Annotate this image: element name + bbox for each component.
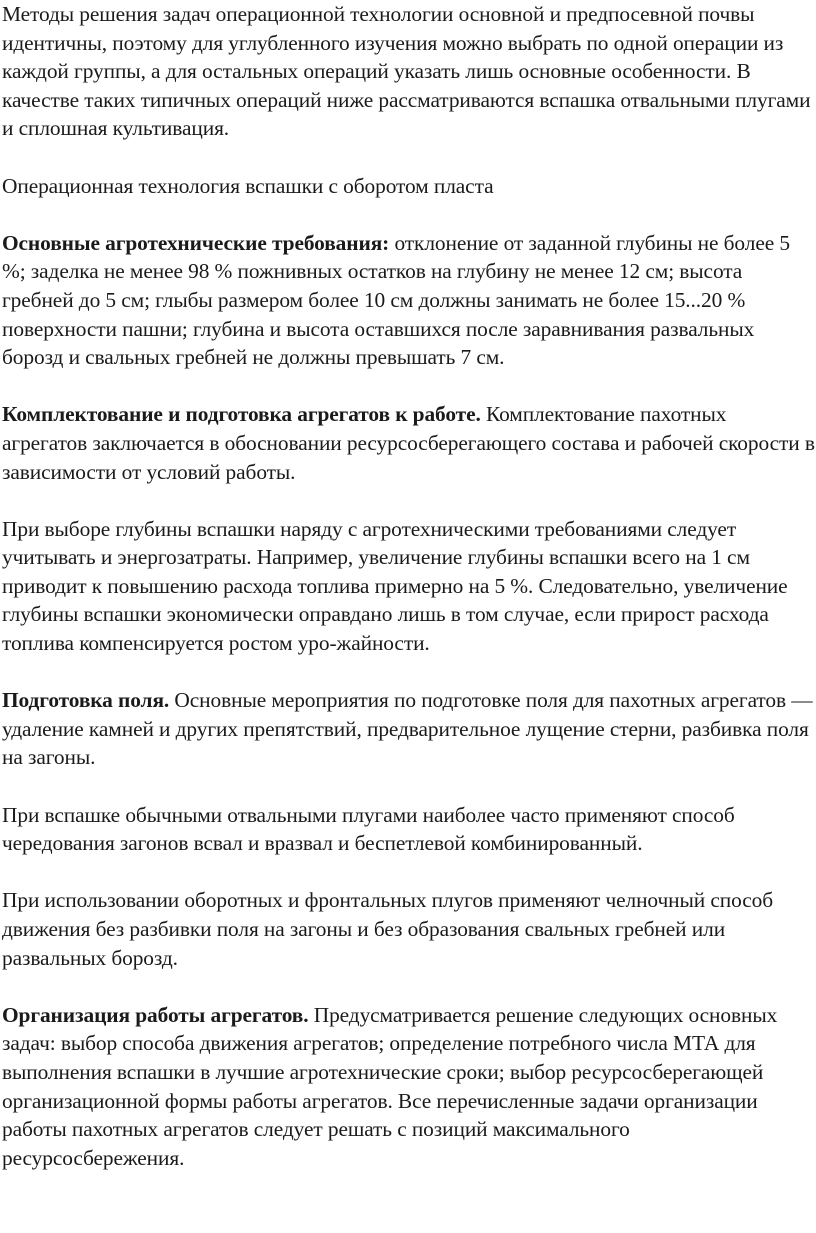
paragraph-text: Операционная технология вспашки с оборотом пласта <box>2 173 494 198</box>
paragraph-heading: Комплектование и подготовка агрегатов к работе. <box>2 402 481 427</box>
paragraph-text: При выборе глубины вспашки наряду с агротехническими требованиями следует учитывать и энергозатраты. Например, увеличение глубины вспашки всего на 1 см приводит к повышению расхода топлива примерно на 5 %. Следовательно, увеличение глубины вспашки экономически оправдано лишь в том случае, если прирост расхода топлива компенсируется ростом уро-жайности. <box>2 516 788 656</box>
paragraph-text: При использовании оборотных и фронтальных плугов применяют челночный способ движения без разбивки поля на загоны и без образования свальных гребней или развальных борозд. <box>2 888 773 970</box>
paragraph-text: Основные мероприятия по подготовке поля для пахотных агрегатов — удаление камней и других препятствий, предварительное лущение стерни, разбивка поля на загоны. <box>2 688 813 770</box>
paragraph-text: При вспашке обычными отвальными плугами наиболее часто применяют способ чередования загонов всвал и вразвал и беспетлевой комбинированный. <box>2 802 735 856</box>
reversible-plough-paragraph <box>2 886 816 972</box>
depth-paragraph <box>2 515 816 658</box>
section-title-paragraph <box>2 172 816 201</box>
field-prep-paragraph <box>2 686 816 772</box>
paragraph-heading: Подготовка поля. <box>2 688 170 713</box>
plough-method-paragraph <box>2 801 816 858</box>
paragraph-text: Предусматривается решение следующих основных задач: выбор способа движения агрегатов; определение потребного числа МТА для выполнения вспашки в лучшие агротехнические сроки; выбор ресурсосберегающей организационной формы работы агрегатов. Все перечисленные задачи организации работы пахотных агрегатов следует решать с позиций максимального ресурсосбережения. <box>2 1002 778 1170</box>
assembly-paragraph <box>2 400 816 486</box>
paragraph-text: Комплектование пахотных агрегатов заключается в обосновании ресурсосберегающего состава и рабочей скорости в зависимости от условий работы. <box>2 402 815 484</box>
organization-paragraph <box>2 1001 816 1173</box>
paragraph-text: Методы решения задач операционной технологии основной и предпосевной почвы идентичны, поэтому для углубленного изучения можно выбрать по одной операции из каждой группы, а для остальных операций указать лишь основные особенности. В качестве таких типичных операций ниже рассматриваются вспашка отвальными плугами и сплошная культивация. <box>2 2 811 141</box>
paragraph-heading: Организация работы агрегатов. <box>2 1002 309 1027</box>
paragraph-heading: Основные агротехнические требования: <box>2 230 390 255</box>
intro-paragraph <box>2 0 816 143</box>
paragraph-text: отклонение от заданной глубины не более 5 %; заделка не менее 98 % пожнивных остатков на глубину не менее 12 см; высота гребней до 5 см; глыбы размером более 10 см должны занимать не более 15...20 % поверхности пашни; глубина и высота оставшихся после заравнивания развальных борозд и свальных гребней не должны превышать 7 см. <box>2 230 790 370</box>
document-page <box>2 0 816 1201</box>
requirements-paragraph <box>2 229 816 372</box>
